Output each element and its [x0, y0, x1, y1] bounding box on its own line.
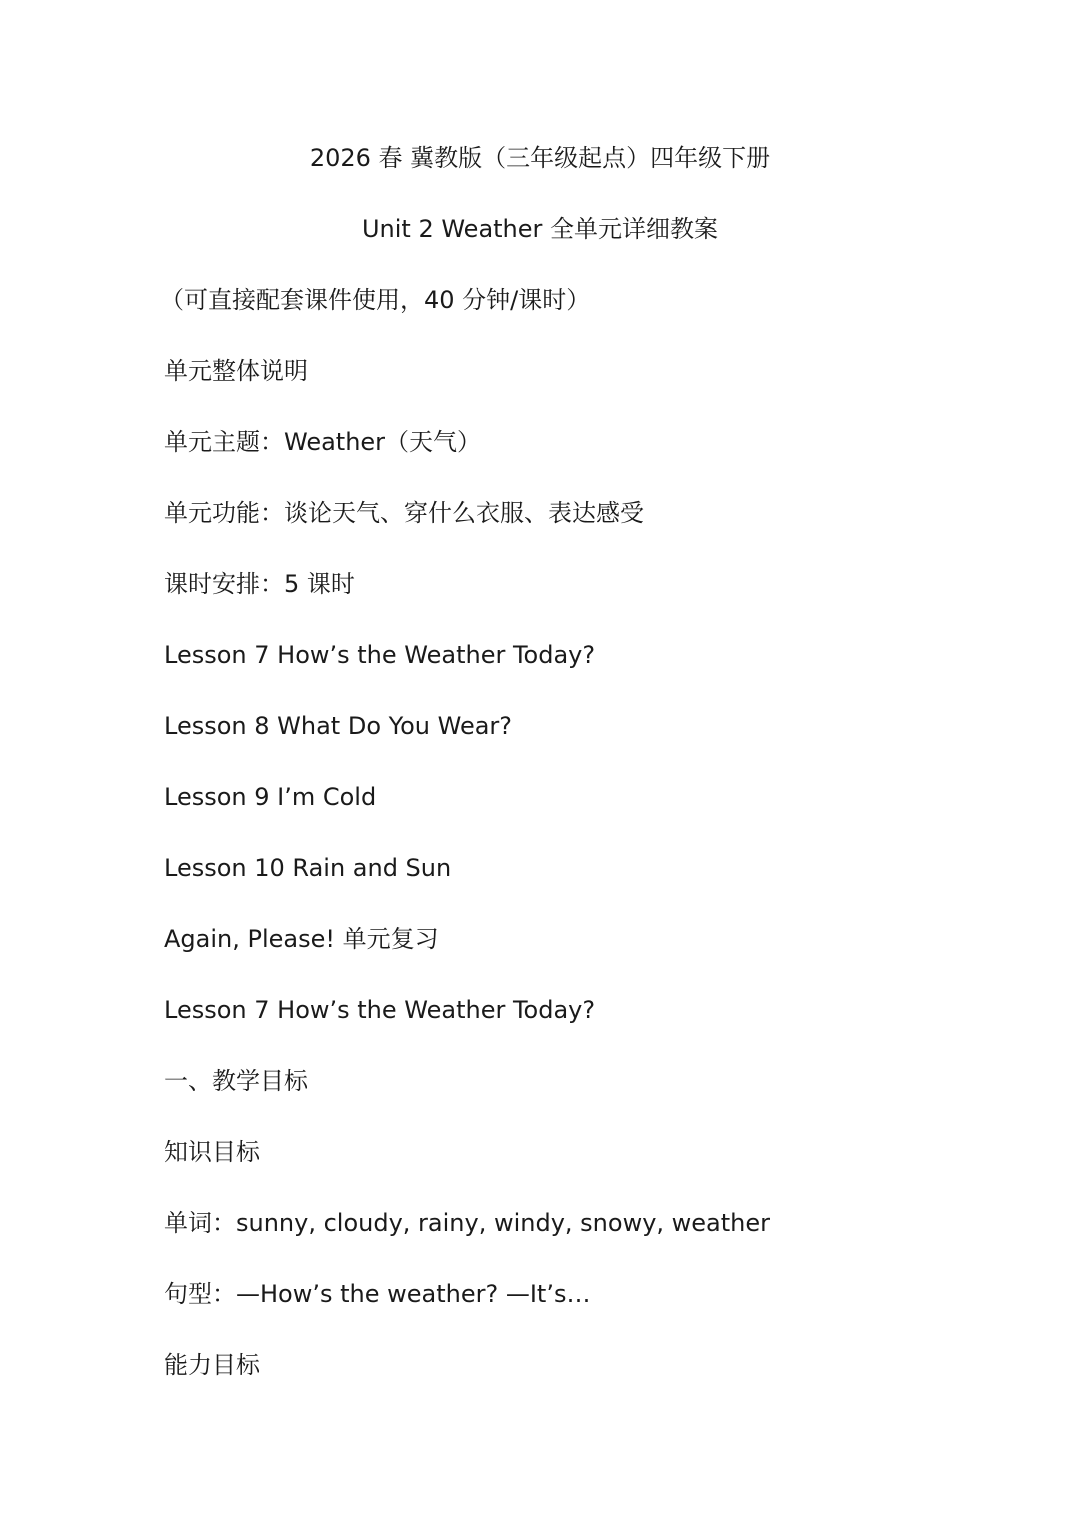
lesson-heading: Lesson 7 How’s the Weather Today?: [164, 996, 596, 1024]
lesson-list-item: Lesson 7 How’s the Weather Today?: [164, 641, 596, 669]
lesson-list-item: Lesson 8 What Do You Wear?: [164, 712, 513, 740]
lesson-list-item: Lesson 9 I’m Cold: [164, 783, 377, 811]
unit-theme-line: 单元主题：Weather（天气）: [164, 428, 482, 456]
subsection-heading-ability-goals: 能力目标: [164, 1351, 260, 1379]
lesson-list-item: Again, Please! 单元复习: [164, 925, 439, 953]
section-heading-teaching-goals: 一、教学目标: [164, 1067, 308, 1095]
document-subtitle: （可直接配套课件使用，40 分钟/课时）: [160, 286, 591, 314]
document-title-line2: Unit 2 Weather 全单元详细教案: [361, 215, 719, 243]
lesson-list-item: Lesson 10 Rain and Sun: [164, 854, 452, 882]
section-heading-unit-overview: 单元整体说明: [164, 357, 308, 385]
unit-function-line: 单元功能：谈论天气、穿什么衣服、表达感受: [164, 499, 644, 527]
sentence-pattern-line: 句型：—How’s the weather? —It’s…: [164, 1280, 591, 1308]
subsection-heading-knowledge-goals: 知识目标: [164, 1138, 260, 1166]
lesson-schedule-line: 课时安排：5 课时: [164, 570, 355, 598]
vocabulary-line: 单词：sunny, cloudy, rainy, windy, snowy, weather: [164, 1209, 771, 1237]
document-title-line1: 2026 春 冀教版（三年级起点）四年级下册: [309, 144, 771, 172]
